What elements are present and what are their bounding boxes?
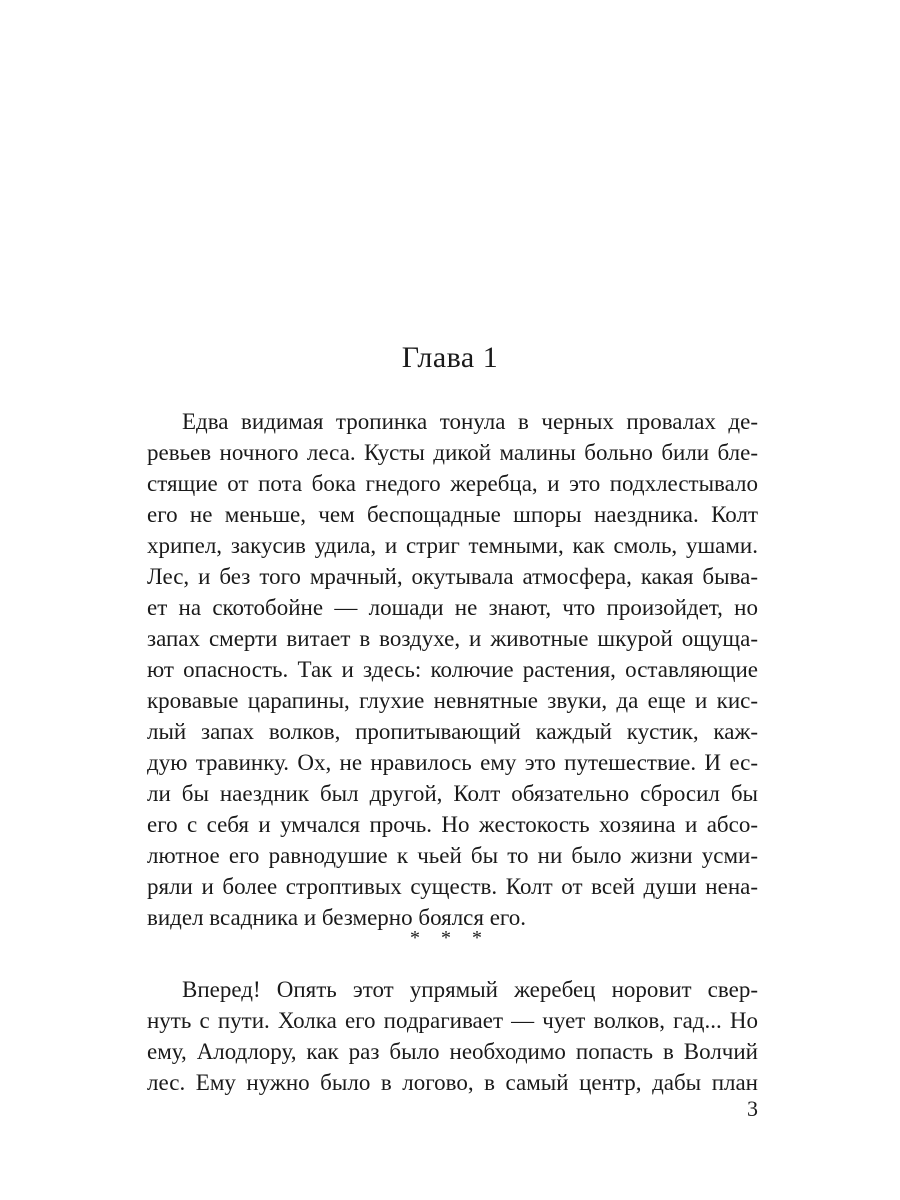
text-line: лый запах волков, пропитывающий каждый кустик, каж- [147, 719, 758, 744]
text-line: видел всадника и безмерно боялся его. [147, 905, 527, 930]
text-line: кровавые царапины, глухие невнятные звуки, да еще и кис- [147, 688, 758, 713]
text-line: лютное его равнодушие к чьей бы то ни было жизни усми- [147, 843, 758, 868]
text-line: ли бы наездник был другой, Колт обязательно сбросил бы [147, 781, 758, 806]
text-line: лес. Ему нужно было в логово, в самый центр, дабы план [147, 1070, 758, 1095]
text-line: ему, Алодлору, как раз было необходимо попасть в Волчий [147, 1039, 758, 1064]
text-line: стящие от пота бока гнедого жеребца, и это подхлестывало [147, 471, 758, 496]
page-number: 3 [747, 1096, 758, 1121]
section-separator: * * * [410, 927, 490, 949]
text-line: Вперед! Опять этот упрямый жеребец норовит свер- [182, 977, 758, 1002]
chapter-title: Глава 1 [401, 341, 499, 374]
text-line: запах смерти витает в воздухе, и животные шкурой ощуща- [147, 626, 758, 651]
text-line: нуть с пути. Холка его подрагивает — чует волков, гад... Но [147, 1008, 758, 1033]
text-line: Едва видимая тропинка тонула в черных провалах де- [182, 409, 758, 434]
text-line: хрипел, закусив удила, и стриг темными, как смоль, ушами. [147, 533, 758, 558]
text-line: ет на скотобойне — лошади не знают, что произойдет, но [147, 595, 758, 620]
text-line: ревьев ночного леса. Кусты дикой малины больно били бле- [147, 440, 758, 465]
text-line: ряли и более строптивых существ. Колт от всей души нена- [147, 874, 758, 899]
text-line: его с себя и умчался прочь. Но жестокость хозяина и абсо- [147, 812, 758, 837]
text-line: ют опасность. Так и здесь: колючие растения, оставляющие [147, 657, 758, 682]
text-line: Лес, и без того мрачный, окутывала атмосфера, какая быва- [147, 564, 758, 589]
text-line: его не меньше, чем беспощадные шпоры наездника. Колт [147, 502, 758, 527]
text-line: дую травинку. Ох, не нравилось ему это путешествие. И ес- [147, 750, 758, 775]
